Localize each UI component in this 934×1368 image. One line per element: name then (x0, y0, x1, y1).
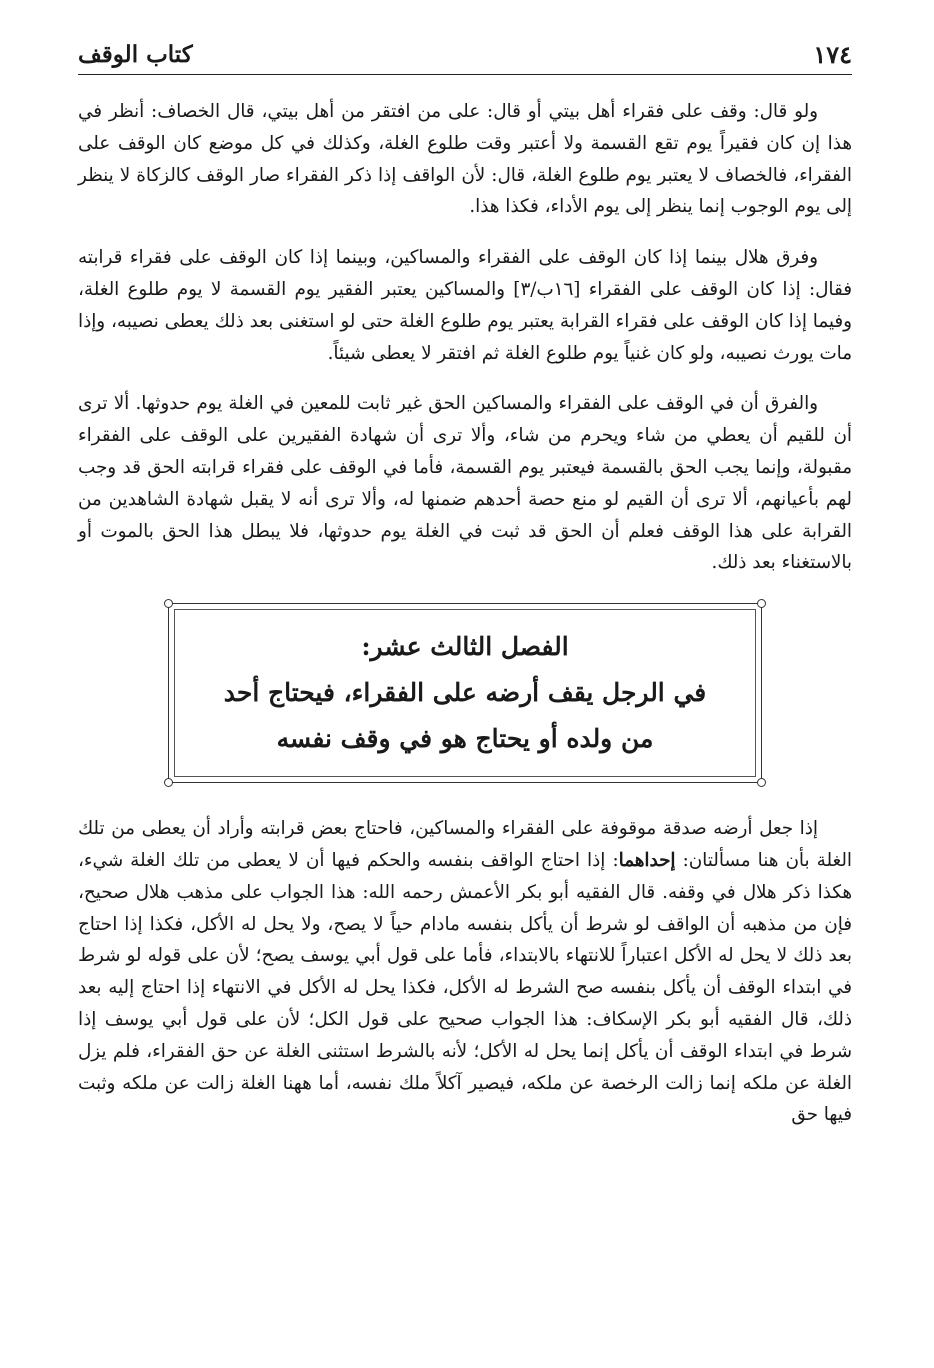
frame-corner-ornament (164, 778, 173, 787)
frame-corner-ornament (164, 599, 173, 608)
chapter-number: الفصل الثالث عشر: (361, 632, 569, 662)
chapter-heading (174, 609, 756, 777)
frame-corner-ornament (757, 778, 766, 787)
chapter-title-line-2: من ولده أو يحتاج هو في وقف نفسه (276, 724, 654, 754)
running-title: كتاب الوقف (78, 40, 193, 68)
paragraph-2: وفرق هلال بينما إذا كان الوقف على الفقراء والمساكين، وبينما إذا كان الوقف على فقراء قرابته فقال: إذا كان الوقف على الفقراء [١٦ب/٣] والمساكين يعتبر الفقير يوم القسمة لا يوم طلوع الغلة، وفيما إذا كان الوقف على فقراء القرابة يعتبر يوم طلوع الغلة حتى لو استغنى بعد ذلك يعطى نصيبه، وإذا مات يورث نصيبه، ولو كان غنياً يوم طلوع الغلة ثم افتقر لا يعطى شيئاً. (78, 247, 852, 364)
paragraph-3: والفرق أن في الوقف على الفقراء والمساكين الحق غير ثابت للمعين في الغلة يوم حدوثها. ألا ترى أن للقيم أن يعطي من شاء ويحرم من شاء، وألا ترى أن شهادة الفقيرين على الوقف على الفقراء مقبولة، وإنما يجب الحق بالقسمة فيعتبر يوم القسمة، فأما في الوقف على فقراء قرابته الحق قد وجب لهم بأعيانهم، ألا ترى أن القيم لو منع حصة أحدهم ضمنها له، وألا ترى أنه لا يقبل شهادة الشاهدين من القرابة على هذا الوقف فعلم أن الحق قد ثبت في الغلة يوم حدوثها، فلا يبطل هذا الحق بالموت أو بالاستغناء بعد ذلك. (78, 393, 852, 574)
page-body (78, 96, 852, 1150)
page-header (78, 34, 852, 75)
paragraph-1: ولو قال: وقف على فقراء أهل بيتي أو قال: على من افتقر من أهل بيتي، قال الخصاف: أنظر في هذا إن كان فقيراً يوم تقع القسمة ولا أعتبر وقت طلوع الغلة، وكذلك في كل موضع كان الوقف على الفقراء، فالخصاف لا يعتبر يوم طلوع الغلة، قال: لأن الواقف إذا ذكر الفقراء صار الوقف كالزكاة لا ينظر إلى يوم الوجوب إنما ينظر إلى يوم الأداء، فكذا هذا. (78, 101, 852, 218)
chapter-heading-box (168, 603, 762, 783)
paragraph-4-text-start: إذا جعل أرضه صدقة موقوفة على الفقراء والمساكين، فاحتاج بعض قرابته وأراد أن يعطى من تلك الغلة بأن هنا مسألتان: (78, 818, 853, 871)
chapter-title-line-1: في الرجل يقف أرضه على الفقراء، فيحتاج أحد (223, 678, 707, 708)
bold-term: إحداهما (618, 849, 676, 871)
frame-corner-ornament (757, 599, 766, 608)
paragraph-4 (78, 813, 852, 1131)
paragraph-4-text-rest: : إذا احتاج الواقف بنفسه والحكم فيها أن لا يعطى من تلك الغلة شيء، هكذا ذكر هلال في وقفه. قال الفقيه أبو بكر الأعمش رحمه الله: هذا الجواب على مذهب هلال صحيح، فإن من مذهبه أن الواقف لو شرط أن يأكل بنفسه مادام حياً لا يصح، ولا يحل له الأكل، فكذا إذا احتاج بعد ذلك لا يحل له الأكل اعتباراً للانتهاء بالابتداء، فأما على قول أبي يوسف يصح؛ لأن على قوله لو شرط في ابتداء الوقف أن يأكل بنفسه صح الشرط له الأكل، فكذا يحل له الأكل في الانتهاء إذا احتاج إليه بعد ذلك، قال الفقيه أبو بكر الإسكاف: هذا الجواب صحيح على قول الكل؛ لأن على قول أبي يوسف إذا شرط في ابتداء الوقف أن يأكل إنما يحل له الأكل؛ لأنه بالشرط استثنى الغلة عن حق الفقراء، فلم يزل الغلة عن ملكه إنما زالت الرخصة عن ملكه، فيصير آكلاً ملك نفسه، أما ههنا الغلة زالت عن ملكه وثبت فيها حق (78, 849, 852, 1126)
page-number: ١٧٤ (813, 39, 852, 69)
